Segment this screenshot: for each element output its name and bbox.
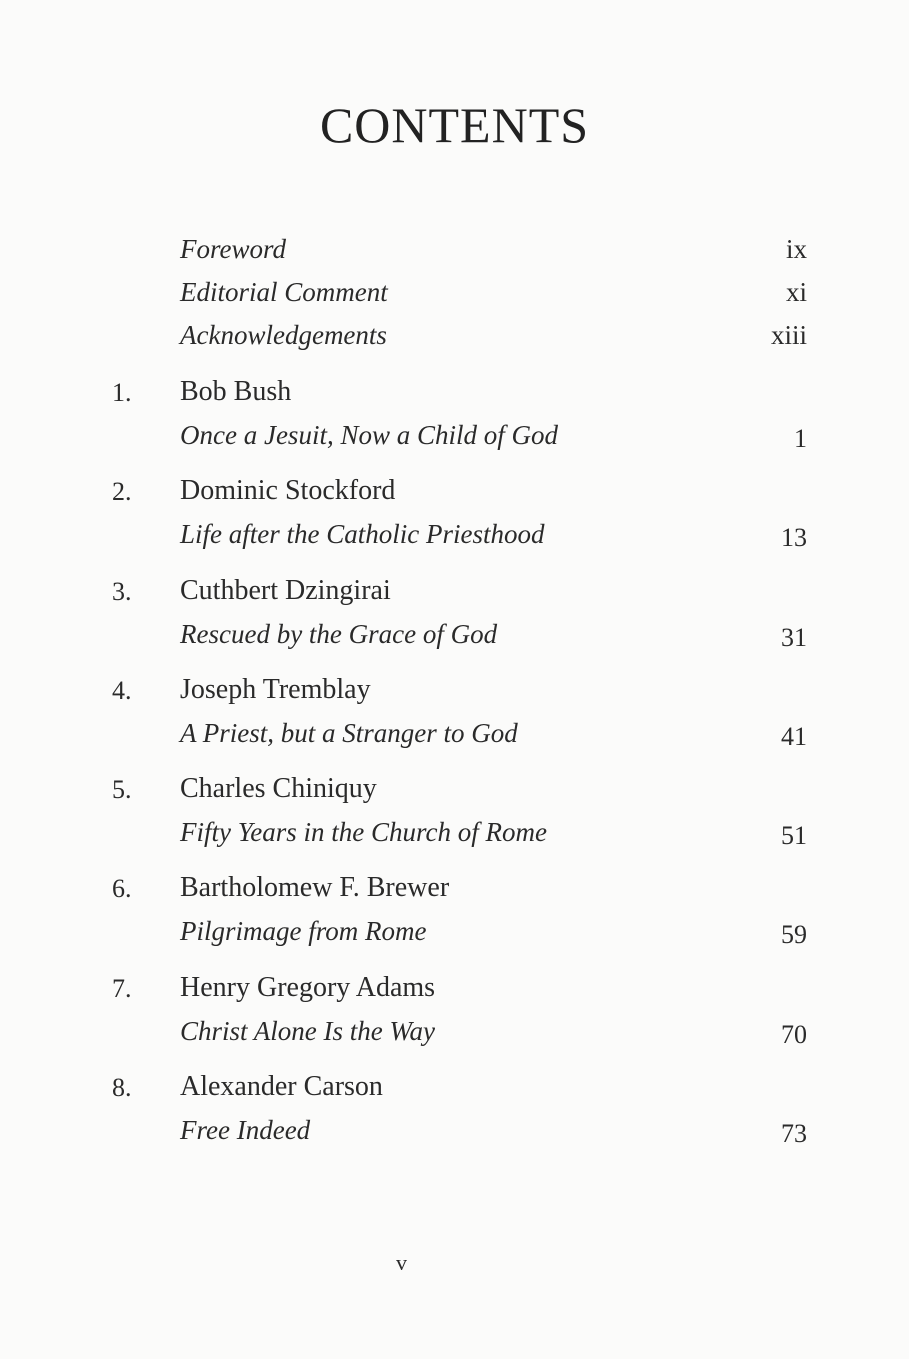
chapter-number: 5. (112, 775, 132, 805)
front-matter-title: Editorial Comment (180, 277, 388, 307)
chapter-entry (0, 376, 909, 475)
chapter-author: Joseph Tremblay (180, 673, 371, 705)
chapter-number: 6. (112, 874, 132, 904)
chapter-list (0, 376, 909, 1170)
chapter-page: 51 (781, 821, 807, 851)
chapter-page: 31 (781, 622, 807, 652)
front-matter-page: xi (785, 277, 807, 307)
chapter-author: Charles Chiniquy (180, 773, 377, 805)
chapter-entry (0, 1071, 909, 1170)
chapter-number: 7. (112, 973, 132, 1003)
chapter-number: 4. (112, 675, 132, 705)
chapter-author: Dominic Stockford (180, 475, 396, 507)
chapter-subtitle: Rescued by the Grace of God (180, 618, 498, 649)
chapter-subtitle: Pilgrimage from Rome (180, 916, 427, 947)
chapter-page: 1 (794, 424, 807, 453)
chapter-subtitle: Free Indeed (180, 1115, 311, 1146)
chapter-page: 13 (781, 523, 807, 553)
chapter-author: Henry Gregory Adams (180, 971, 436, 1003)
chapter-number: 3. (112, 576, 132, 606)
chapter-author: Alexander Carson (180, 1071, 383, 1103)
chapter-subtitle: Once a Jesuit, Now a Child of God (180, 420, 558, 450)
front-matter-item (0, 273, 909, 316)
chapter-page: 41 (781, 721, 807, 751)
chapter-page: 59 (781, 920, 807, 950)
front-matter-title: Acknowledgements (180, 320, 387, 350)
chapter-entry (0, 872, 909, 971)
front-matter-title: Foreword (180, 234, 286, 264)
chapter-entry (0, 773, 909, 872)
page-number: v (396, 1250, 407, 1275)
front-matter-page: xiii (770, 320, 807, 350)
chapter-author: Bartholomew F. Brewer (180, 872, 450, 904)
chapter-number: 2. (112, 477, 132, 507)
chapter-entry (0, 475, 909, 574)
chapter-subtitle: Life after the Catholic Priesthood (180, 519, 545, 550)
chapter-page: 73 (781, 1119, 807, 1149)
chapter-entry (0, 674, 909, 773)
chapter-author: Bob Bush (180, 376, 292, 407)
chapter-number: 8. (112, 1073, 132, 1103)
chapter-subtitle: Christ Alone Is the Way (180, 1015, 435, 1046)
front-matter-item (0, 230, 909, 273)
chapter-author: Cuthbert Dzingirai (180, 574, 391, 606)
chapter-subtitle: A Priest, but a Stranger to God (180, 717, 518, 748)
chapter-number: 1. (112, 378, 132, 407)
chapter-entry (0, 972, 909, 1071)
chapter-entry (0, 575, 909, 674)
page-title: CONTENTS (319, 97, 590, 153)
front-matter-list (0, 230, 909, 359)
front-matter-item (0, 316, 909, 359)
chapter-page: 70 (781, 1019, 807, 1049)
front-matter-page: ix (785, 234, 807, 264)
chapter-subtitle: Fifty Years in the Church of Rome (180, 817, 547, 848)
